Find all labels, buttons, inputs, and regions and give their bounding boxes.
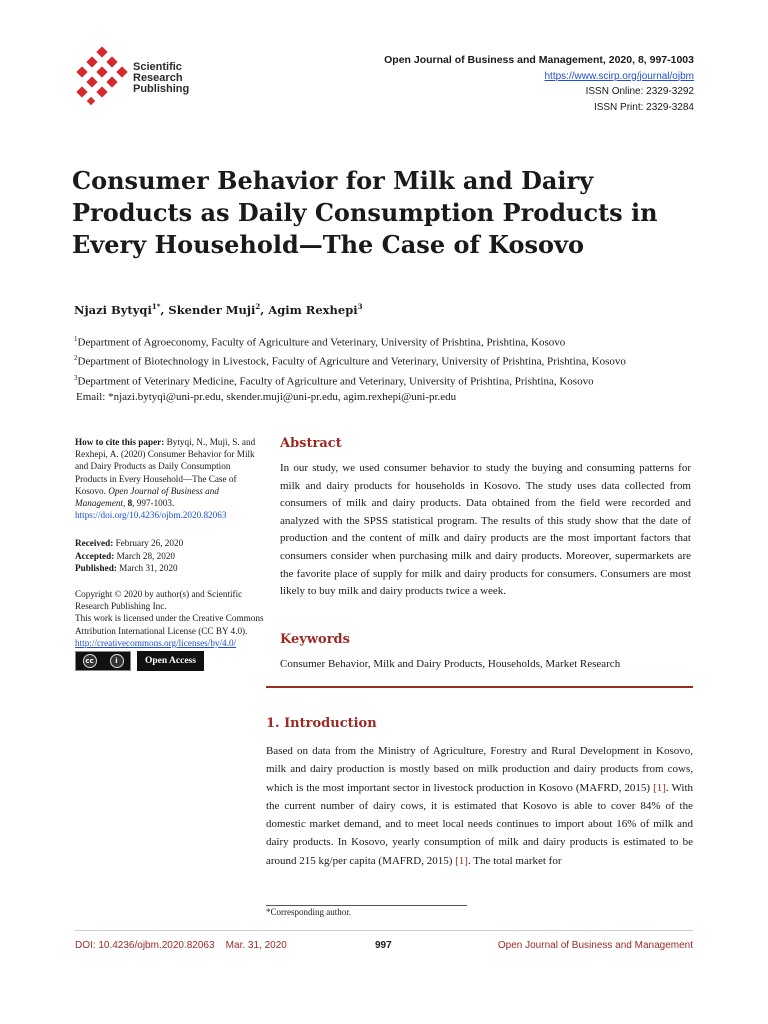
affiliation-text: Department of Biotechnology in Livestock, Faculty of Agriculture and Veterinary, University of Prishtina, Prishtina, Kosovo — [77, 356, 626, 369]
issn-print: ISSN Print: 2329-3284 — [593, 101, 694, 113]
affiliation-number: 2 — [74, 354, 78, 363]
date-accepted — [75, 550, 264, 562]
intro-text: . With the current number of dairy cows, it is estimated that Kosovo is able to cover 84% of the domestic market demand, and to meet local needs continues to import about 16% of milk and dairy products. In Kosovo, yearly consumption of milk and dairy products is estimated to be around 215 kg/per capita (MAFRD, 2015) — [266, 781, 694, 867]
scirp-diamond-logo-icon — [72, 46, 134, 108]
citation-text: Bytyqi, N., Muji, S. and Rexhepi, A. (2020) Consumer Behavior for Milk and Dairy Products as Daily Consumption Products in Every Household—The Case of Kosovo. — [75, 437, 256, 496]
affiliation-item — [74, 371, 626, 390]
footer-journal-name: Open Journal of Business and Management — [497, 940, 693, 951]
how-to-cite — [75, 436, 264, 521]
reference-link[interactable]: [1] — [455, 854, 468, 867]
author-affiliation-mark: 2 — [255, 302, 261, 311]
license-statement: This work is licensed under the Creative Commons Attribution International License (CC BY 4.0). — [75, 613, 264, 636]
affiliation-list — [74, 332, 626, 406]
keywords-heading: Keywords — [280, 632, 350, 647]
keywords-text: Consumer Behavior, Milk and Dairy Products, Households, Market Research — [280, 658, 621, 670]
date-published — [75, 562, 264, 574]
attribution-icon: i — [110, 654, 124, 668]
publisher-line-3: Publishing — [133, 83, 190, 95]
license-badges — [75, 651, 264, 671]
publisher-logo — [72, 46, 202, 108]
journal-info — [384, 53, 694, 115]
citation-sidebar — [75, 436, 264, 671]
license-block — [75, 588, 264, 671]
license-url-link[interactable]: http://creativecommons.org/licenses/by/4.0/ — [75, 637, 237, 648]
page-number: 997 — [375, 940, 392, 951]
date-value: March 31, 2020 — [116, 562, 178, 573]
journal-url-link[interactable]: https://www.scirp.org/journal/ojbm — [544, 70, 694, 82]
date-received — [75, 537, 264, 549]
how-to-cite-label: How to cite this paper: — [75, 437, 165, 447]
affiliation-item — [74, 332, 626, 351]
footer-divider — [75, 930, 693, 931]
publication-dates — [75, 537, 264, 574]
citation-separator: , — [122, 498, 128, 509]
author-emails: Email: *njazi.bytyqi@uni-pr.edu, skender.muji@uni-pr.edu, agim.rexhepi@uni-pr.edu — [76, 391, 457, 404]
introduction-paragraph — [266, 742, 693, 870]
affiliation-number: 1 — [74, 335, 78, 343]
author-name: Agim Rexhepi — [268, 302, 358, 317]
intro-text: . The total market for — [467, 854, 562, 867]
intro-text: Based on data from the Ministry of Agriculture, Forestry and Rural Development in Kosovo, milk and dairy production is mostly based on milk production and dairy products from cows, which is the most important sector in livestock production in Kosovo (MAFRD, 2015) — [266, 745, 693, 794]
affiliation-item — [74, 351, 626, 370]
affiliation-text: Department of Veterinary Medicine, Faculty of Agriculture and Veterinary, University of Prishtina, Prishtina, Kosovo — [77, 375, 594, 388]
footer-doi: DOI: 10.4236/ojbm.2020.82063 — [75, 940, 215, 951]
footer-doi-date — [75, 940, 287, 951]
open-access-badge: Open Access — [137, 651, 204, 671]
date-label: Accepted: — [75, 550, 115, 561]
footnote-divider — [266, 905, 467, 906]
author-affiliation-mark: 1* — [151, 302, 161, 311]
author-name: Njazi Bytyqi — [74, 302, 152, 317]
author-list — [74, 302, 362, 317]
abstract-heading: Abstract — [280, 436, 342, 451]
abstract-text: In our study, we used consumer behavior to study the buying and consuming patterns for milk and dairy products for households in Kosovo. The study uses data collected from consumers of milk and dairy products. Data obtained from the field were recorded and analyzed with the SPSS statistical program. The results of this study show that the date of production and the content of milk and dairy products are the most important factors that consumers consider when purchasing milk and dairy products. Moreover, supermarkets are the favorite place of supply for milk and dairy products for consumers. Consumers are most likely to buy milk and dairy products twice a week. — [280, 462, 691, 598]
doi-link[interactable]: https://doi.org/10.4236/ojbm.2020.82063 — [75, 510, 227, 521]
reference-link[interactable]: [1] — [653, 781, 666, 794]
section-divider — [266, 686, 693, 688]
date-label: Received: — [75, 538, 114, 549]
publisher-line-2: Research — [133, 72, 183, 84]
date-value: March 28, 2020 — [114, 550, 176, 561]
affiliation-text: Department of Agroeconomy, Faculty of Agriculture and Veterinary, University of Prishtina, Prishtina, Kosovo — [77, 336, 566, 349]
introduction-heading: 1. Introduction — [266, 716, 377, 731]
author-separator: , — [160, 302, 169, 317]
author-name: Skender Muji — [168, 302, 256, 317]
publisher-line-1: Scientific — [133, 61, 182, 73]
corresponding-author-footnote: *Corresponding author. — [266, 907, 351, 917]
publisher-name — [133, 62, 189, 95]
footer-date: Mar. 31, 2020 — [225, 940, 287, 951]
citation-volume: 8 — [127, 498, 133, 509]
date-value: February 26, 2020 — [113, 538, 184, 549]
cc-by-badge[interactable] — [75, 651, 131, 671]
affiliation-number: 3 — [74, 373, 78, 382]
author-affiliation-mark: 3 — [357, 302, 363, 311]
author-separator: , — [260, 302, 269, 317]
citation-pages: , 997-1003. — [132, 498, 175, 509]
issn-online: ISSN Online: 2329-3292 — [585, 86, 694, 97]
paper-title: Consumer Behavior for Milk and Dairy Products as Daily Consumption Products in Every Household—The Case of Kosovo — [72, 166, 658, 259]
journal-citation-line: Open Journal of Business and Management, 2020, 8, 997-1003 — [384, 54, 694, 66]
date-label: Published: — [75, 562, 117, 573]
copyright-text: Copyright © 2020 by author(s) and Scientific Research Publishing Inc. — [75, 589, 243, 612]
citation-journal: Open Journal of Business and Management — [75, 485, 219, 509]
creative-commons-icon: cc — [83, 654, 97, 668]
